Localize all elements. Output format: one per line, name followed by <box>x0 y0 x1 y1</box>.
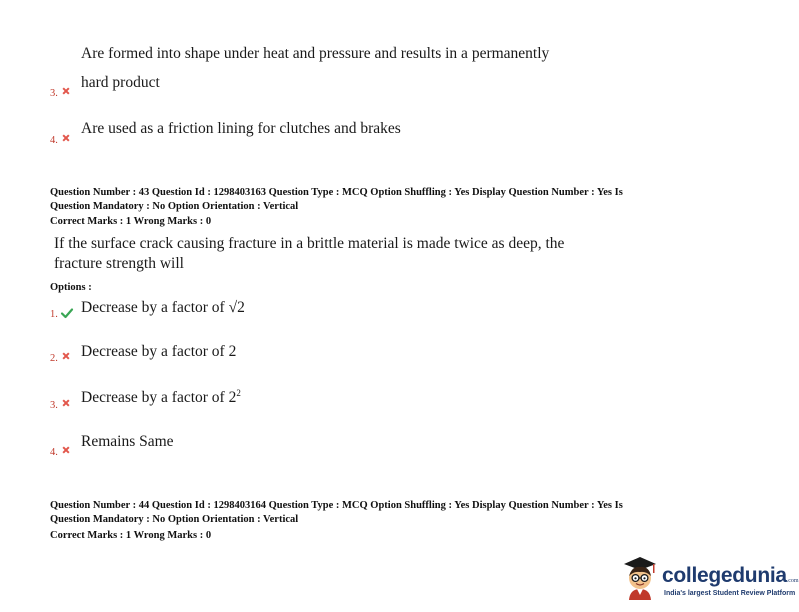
correct-check-icon <box>61 308 73 318</box>
q43-text-line-1: If the surface crack causing fracture in a brittle material is made twice as deep, the <box>54 235 565 252</box>
brand-wordmark <box>662 564 799 588</box>
q43-meta-line-2: Question Mandatory : No Option Orientation : Vertical <box>50 201 299 212</box>
brand-tld: .com <box>786 578 799 584</box>
wrong-mark-icon <box>62 446 70 454</box>
prev-option-3-line-1: Are formed into shape under heat and pressure and results in a permanently <box>81 45 550 62</box>
option-number-label: 2. <box>50 353 58 364</box>
option-number-label: 4. <box>50 135 58 146</box>
wrong-mark-icon <box>62 134 70 142</box>
q43-option-2-number <box>50 353 70 364</box>
student-mascot-icon <box>620 554 660 600</box>
q43-option-2-text: Decrease by a factor of 2 <box>81 343 237 360</box>
wrong-mark-icon <box>62 87 70 95</box>
collegedunia-watermark <box>620 552 799 604</box>
option-text: Decrease by a factor of 2 <box>81 389 237 407</box>
options-label: Options : <box>50 282 92 293</box>
wrong-mark-icon <box>62 399 70 407</box>
q43-option-3-text <box>81 388 241 407</box>
brand-tagline: India's largest Student Review Platform <box>664 590 796 597</box>
option-number-label: 3. <box>50 400 58 411</box>
wrong-mark-icon <box>62 352 70 360</box>
prev-option-4-number <box>50 135 70 146</box>
q43-option-1-text: Decrease by a factor of √2 <box>81 299 245 316</box>
q43-option-4-text: Remains Same <box>81 433 174 450</box>
option-number-label: 1. <box>50 309 58 320</box>
prev-option-3-line-2: hard product <box>81 74 160 91</box>
prev-option-4-text: Are used as a friction lining for clutches and brakes <box>81 120 401 137</box>
q43-meta-line-1: Question Number : 43 Question Id : 1298403163 Question Type : MCQ Option Shuffling : Yes Display Question Number : Yes Is <box>50 187 623 198</box>
q44-meta-line-1: Question Number : 44 Question Id : 1298403164 Question Type : MCQ Option Shuffling : Yes Display Question Number : Yes Is <box>50 500 623 511</box>
q44-meta-line-2: Question Mandatory : No Option Orientation : Vertical <box>50 514 299 525</box>
q43-text-line-2: fracture strength will <box>54 255 184 272</box>
brand-name: collegedunia <box>662 564 787 587</box>
q44-meta-line-3: Correct Marks : 1 Wrong Marks : 0 <box>50 530 212 541</box>
q43-option-4-number <box>50 447 70 458</box>
option-number-label: 4. <box>50 447 58 458</box>
q43-option-3-number <box>50 400 70 411</box>
prev-option-3-number <box>50 88 70 99</box>
q43-option-1-number <box>50 308 73 320</box>
q43-meta-line-3: Correct Marks : 1 Wrong Marks : 0 <box>50 216 212 227</box>
superscript-exponent: 2 <box>236 388 241 398</box>
option-number-label: 3. <box>50 88 58 99</box>
